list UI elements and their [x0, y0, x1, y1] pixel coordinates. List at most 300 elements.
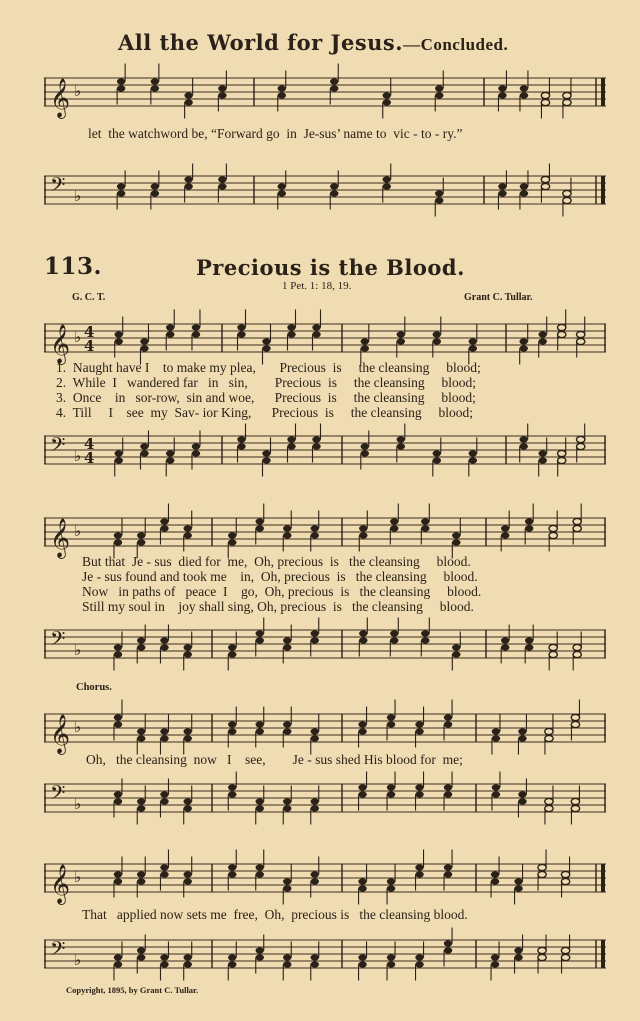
note-head [192, 331, 200, 337]
note-head [361, 338, 369, 344]
flat-icon: ♭ [74, 447, 82, 465]
note-head [311, 728, 319, 734]
top-hymn-title-text: All the World for Jesus. [118, 30, 404, 55]
note-head [561, 878, 569, 884]
note-head [256, 518, 264, 524]
bass-clef-icon: 𝄢 [50, 627, 66, 655]
note-head [358, 961, 366, 967]
note-head [421, 525, 429, 531]
note-head [514, 947, 522, 953]
note-head [563, 99, 571, 105]
note-head [518, 728, 526, 734]
note-head [501, 532, 509, 538]
note-head [228, 871, 236, 877]
note-head [114, 539, 122, 545]
note-head [160, 518, 168, 524]
note-head [160, 637, 168, 643]
note-head [184, 651, 192, 657]
note-head [311, 630, 319, 636]
note-head [137, 644, 145, 650]
note-head [115, 331, 123, 337]
note-head [262, 338, 270, 344]
note-head [115, 457, 123, 463]
note-head [160, 644, 168, 650]
system2-bass-staff [44, 622, 606, 666]
note-head [444, 714, 452, 720]
note-head [287, 331, 295, 337]
note-head [491, 871, 499, 877]
note-head [549, 644, 557, 650]
note-head [114, 644, 122, 650]
note-head [184, 961, 192, 967]
top-lyric: let the watchword be, “Forward go in Je-sus’ name to vic - to - ry.” [88, 126, 463, 141]
note-head [444, 871, 452, 877]
note-head [278, 85, 286, 91]
note-head [137, 805, 145, 811]
note-head [137, 947, 145, 953]
note-head [469, 338, 477, 344]
note-head [397, 331, 405, 337]
note-head [539, 450, 547, 456]
note-head [114, 714, 122, 720]
note-head [501, 637, 509, 643]
note-head [228, 651, 236, 657]
note-head [114, 961, 122, 967]
note-head [117, 183, 125, 189]
note-head [525, 637, 533, 643]
note-head [444, 864, 452, 870]
note-head [256, 798, 264, 804]
note-head [283, 532, 291, 538]
note-head [361, 345, 369, 351]
note-head [545, 735, 553, 741]
note-head [469, 450, 477, 456]
note-head [415, 954, 423, 960]
note-head [492, 791, 500, 797]
note-head [256, 947, 264, 953]
note-head [390, 518, 398, 524]
note-head [114, 791, 122, 797]
note-head [492, 735, 500, 741]
composer-credit: Grant C. Tullar. [464, 292, 533, 303]
note-head [137, 871, 145, 877]
bass-clef-icon: 𝄢 [50, 781, 66, 809]
verse-3-line-2: Now in paths of peace I go, Oh, precious is the cleansing blood. [82, 584, 482, 599]
note-head [262, 345, 270, 351]
note-head [184, 798, 192, 804]
note-head [452, 651, 460, 657]
note-head [525, 518, 533, 524]
note-head [538, 864, 546, 870]
note-head [359, 637, 367, 643]
note-head [237, 443, 245, 449]
note-head [545, 805, 553, 811]
note-head [228, 532, 236, 538]
note-head [330, 85, 338, 91]
note-head [228, 864, 236, 870]
note-head [151, 78, 159, 84]
note-head [491, 878, 499, 884]
note-head [278, 190, 286, 196]
note-head [387, 791, 395, 797]
note-head [387, 714, 395, 720]
verse-3-line-1: 3. Once in sor-row, sin and woe, Precious is the cleansing blood; [56, 390, 476, 405]
note-head [415, 871, 423, 877]
note-head [545, 728, 553, 734]
flat-icon: ♭ [74, 328, 82, 346]
note-head [287, 324, 295, 330]
note-head [114, 651, 122, 657]
note-head [262, 457, 270, 463]
note-head [218, 85, 226, 91]
treble-clef-icon: 𝄞 [50, 324, 71, 364]
note-head [140, 443, 148, 449]
note-head [561, 947, 569, 953]
note-head [115, 338, 123, 344]
note-head [311, 637, 319, 643]
note-head [563, 92, 571, 98]
note-head [573, 525, 581, 531]
chorus-label: Chorus. [76, 682, 112, 693]
note-head [166, 450, 174, 456]
note-head [452, 539, 460, 545]
note-head [283, 525, 291, 531]
hymn-number: 113. [44, 253, 103, 280]
note-head [538, 947, 546, 953]
note-head [492, 784, 500, 790]
note-head [228, 954, 236, 960]
note-head [160, 791, 168, 797]
chorus-bass-staff-1 [44, 776, 606, 820]
note-head [518, 791, 526, 797]
bass-clef-icon: 𝄢 [50, 173, 66, 201]
note-head [433, 331, 441, 337]
chorus-lyric-1: Oh, the cleansing now I see, Je - sus shed His blood for me; [86, 752, 463, 767]
note-head [228, 721, 236, 727]
note-head [561, 954, 569, 960]
note-head [192, 324, 200, 330]
flat-icon: ♭ [74, 82, 82, 100]
treble-clef-icon: 𝄞 [50, 714, 71, 754]
note-head [160, 798, 168, 804]
note-head [311, 798, 319, 804]
note-head [166, 457, 174, 463]
note-head [330, 78, 338, 84]
note-head [359, 525, 367, 531]
flat-icon: ♭ [74, 795, 82, 813]
note-head [545, 798, 553, 804]
note-head [312, 331, 320, 337]
note-head [115, 450, 123, 456]
time-signature-top: 4 [84, 323, 95, 341]
note-head [435, 92, 443, 98]
flat-icon: ♭ [74, 641, 82, 659]
note-head [415, 961, 423, 967]
flat-icon: ♭ [74, 718, 82, 736]
note-head [541, 176, 549, 182]
time-signature-top: 4 [84, 435, 95, 453]
flat-icon: ♭ [74, 187, 82, 205]
note-head [151, 183, 159, 189]
chorus-treble-staff-1 [44, 706, 606, 754]
note-head [160, 864, 168, 870]
note-head [361, 450, 369, 456]
note-head [137, 954, 145, 960]
note-head [558, 450, 566, 456]
note-head [137, 532, 145, 538]
note-head [311, 525, 319, 531]
note-head [387, 721, 395, 727]
note-head [184, 99, 192, 105]
note-head [311, 961, 319, 967]
note-head [433, 457, 441, 463]
note-head [114, 954, 122, 960]
note-head [452, 532, 460, 538]
note-head [140, 338, 148, 344]
note-head [160, 735, 168, 741]
note-head [283, 798, 291, 804]
top-hymn-title [118, 30, 508, 55]
top-treble-staff [44, 70, 606, 118]
note-head [283, 728, 291, 734]
note-head [415, 728, 423, 734]
note-head [256, 864, 264, 870]
note-head [498, 183, 506, 189]
note-head [283, 961, 291, 967]
note-head [184, 176, 192, 182]
bass-clef-icon: 𝄢 [50, 937, 66, 965]
note-head [577, 443, 585, 449]
flat-icon: ♭ [74, 868, 82, 886]
scripture-reference: 1 Pet. 1: 18, 19. [282, 280, 352, 292]
note-head [498, 85, 506, 91]
flat-icon: ♭ [74, 522, 82, 540]
time-signature-bottom: 4 [84, 337, 95, 355]
note-head [397, 436, 405, 442]
note-head [383, 183, 391, 189]
note-head [571, 805, 579, 811]
note-head [283, 721, 291, 727]
note-head [237, 331, 245, 337]
note-head [549, 651, 557, 657]
note-head [514, 885, 522, 891]
note-head [184, 871, 192, 877]
note-head [444, 940, 452, 946]
note-head [421, 637, 429, 643]
note-head [541, 183, 549, 189]
note-head [501, 644, 509, 650]
note-head [256, 721, 264, 727]
note-head [114, 871, 122, 877]
time-signature-bottom: 4 [84, 449, 95, 467]
note-head [435, 190, 443, 196]
note-head [514, 954, 522, 960]
note-head [520, 443, 528, 449]
treble-clef-icon: 𝄞 [50, 864, 71, 904]
note-head [192, 443, 200, 449]
note-head [114, 532, 122, 538]
note-head [433, 450, 441, 456]
note-head [256, 637, 264, 643]
note-head [359, 532, 367, 538]
note-head [228, 961, 236, 967]
note-head [469, 345, 477, 351]
note-head [390, 637, 398, 643]
note-head [421, 630, 429, 636]
note-head [359, 630, 367, 636]
note-head [256, 871, 264, 877]
note-head [117, 78, 125, 84]
note-head [415, 784, 423, 790]
note-head [160, 728, 168, 734]
note-head [184, 735, 192, 741]
note-head [278, 183, 286, 189]
note-head [518, 735, 526, 741]
hymn-title: Precious is the Blood. [196, 255, 465, 280]
note-head [184, 644, 192, 650]
note-head [387, 878, 395, 884]
note-head [397, 338, 405, 344]
note-head [358, 791, 366, 797]
note-head [514, 878, 522, 884]
note-head [160, 954, 168, 960]
note-head [312, 436, 320, 442]
note-head [518, 798, 526, 804]
note-head [311, 871, 319, 877]
note-head [469, 457, 477, 463]
note-head [151, 85, 159, 91]
note-head [387, 961, 395, 967]
note-head [228, 728, 236, 734]
note-head [563, 190, 571, 196]
note-head [383, 99, 391, 105]
note-head [184, 728, 192, 734]
top-bass-staff [44, 168, 606, 212]
note-head [283, 885, 291, 891]
bass-clef-icon: 𝄢 [50, 433, 66, 461]
note-head [184, 954, 192, 960]
note-head [358, 728, 366, 734]
note-head [228, 644, 236, 650]
note-head [563, 197, 571, 203]
note-head [256, 630, 264, 636]
note-head [538, 871, 546, 877]
note-head [330, 183, 338, 189]
note-head [558, 324, 566, 330]
note-head [415, 791, 423, 797]
note-head [137, 728, 145, 734]
note-head [184, 805, 192, 811]
note-head [549, 532, 557, 538]
note-head [312, 443, 320, 449]
note-head [228, 791, 236, 797]
note-head [184, 525, 192, 531]
note-head [539, 457, 547, 463]
note-head [311, 878, 319, 884]
note-head [421, 518, 429, 524]
note-head [444, 721, 452, 727]
note-head [358, 784, 366, 790]
note-head [137, 637, 145, 643]
note-head [312, 324, 320, 330]
chorus-treble-staff-2 [44, 856, 606, 904]
note-head [549, 525, 557, 531]
note-head [218, 176, 226, 182]
verse-4-line-1: 4. Till I see my Sav- ior King, Precious is the cleansing blood; [56, 405, 473, 420]
note-head [311, 735, 319, 741]
note-head [287, 436, 295, 442]
note-head [283, 805, 291, 811]
verse-2-line-2: Je - sus found and took me in, Oh, precious is the cleansing blood. [82, 569, 478, 584]
note-head [520, 190, 528, 196]
treble-clef-icon: 𝄞 [50, 78, 71, 118]
note-head [577, 331, 585, 337]
note-head [237, 436, 245, 442]
note-head [137, 878, 145, 884]
note-head [358, 954, 366, 960]
note-head [558, 331, 566, 337]
note-head [387, 954, 395, 960]
note-head [283, 954, 291, 960]
note-head [387, 885, 395, 891]
note-head [541, 92, 549, 98]
note-head [498, 190, 506, 196]
note-head [218, 92, 226, 98]
verse-2-line-1: 2. While I wandered far in sin, Precious is the cleansing blood; [56, 375, 477, 390]
note-head [192, 450, 200, 456]
lyricist-credit: G. C. T. [72, 292, 106, 303]
note-head [571, 798, 579, 804]
note-head [561, 871, 569, 877]
note-head [520, 338, 528, 344]
note-head [520, 183, 528, 189]
note-head [184, 92, 192, 98]
note-head [218, 183, 226, 189]
top-hymn-title-suffix: —Concluded. [403, 35, 509, 54]
note-head [117, 85, 125, 91]
note-head [444, 791, 452, 797]
note-head [520, 436, 528, 442]
note-head [137, 798, 145, 804]
verse-4-line-2: Still my soul in joy shall sing, Oh, precious is the cleansing blood. [82, 599, 474, 614]
note-head [160, 961, 168, 967]
note-head [558, 457, 566, 463]
note-head [525, 525, 533, 531]
verse-1-line-1: 1. Naught have I to make my plea, Precious is the cleansing blood; [56, 360, 481, 375]
note-head [114, 798, 122, 804]
system1-bass-staff [44, 428, 606, 472]
note-head [166, 331, 174, 337]
note-head [452, 644, 460, 650]
note-head [160, 871, 168, 877]
note-head [435, 85, 443, 91]
note-head [383, 92, 391, 98]
note-head [571, 714, 579, 720]
note-head [184, 878, 192, 884]
note-head [311, 954, 319, 960]
chorus-bass-staff-2 [44, 932, 606, 976]
note-head [184, 532, 192, 538]
note-head [573, 651, 581, 657]
note-head [184, 183, 192, 189]
note-head [283, 644, 291, 650]
note-head [311, 532, 319, 538]
note-head [415, 721, 423, 727]
note-head [383, 176, 391, 182]
note-head [262, 450, 270, 456]
note-head [498, 92, 506, 98]
note-head [283, 878, 291, 884]
